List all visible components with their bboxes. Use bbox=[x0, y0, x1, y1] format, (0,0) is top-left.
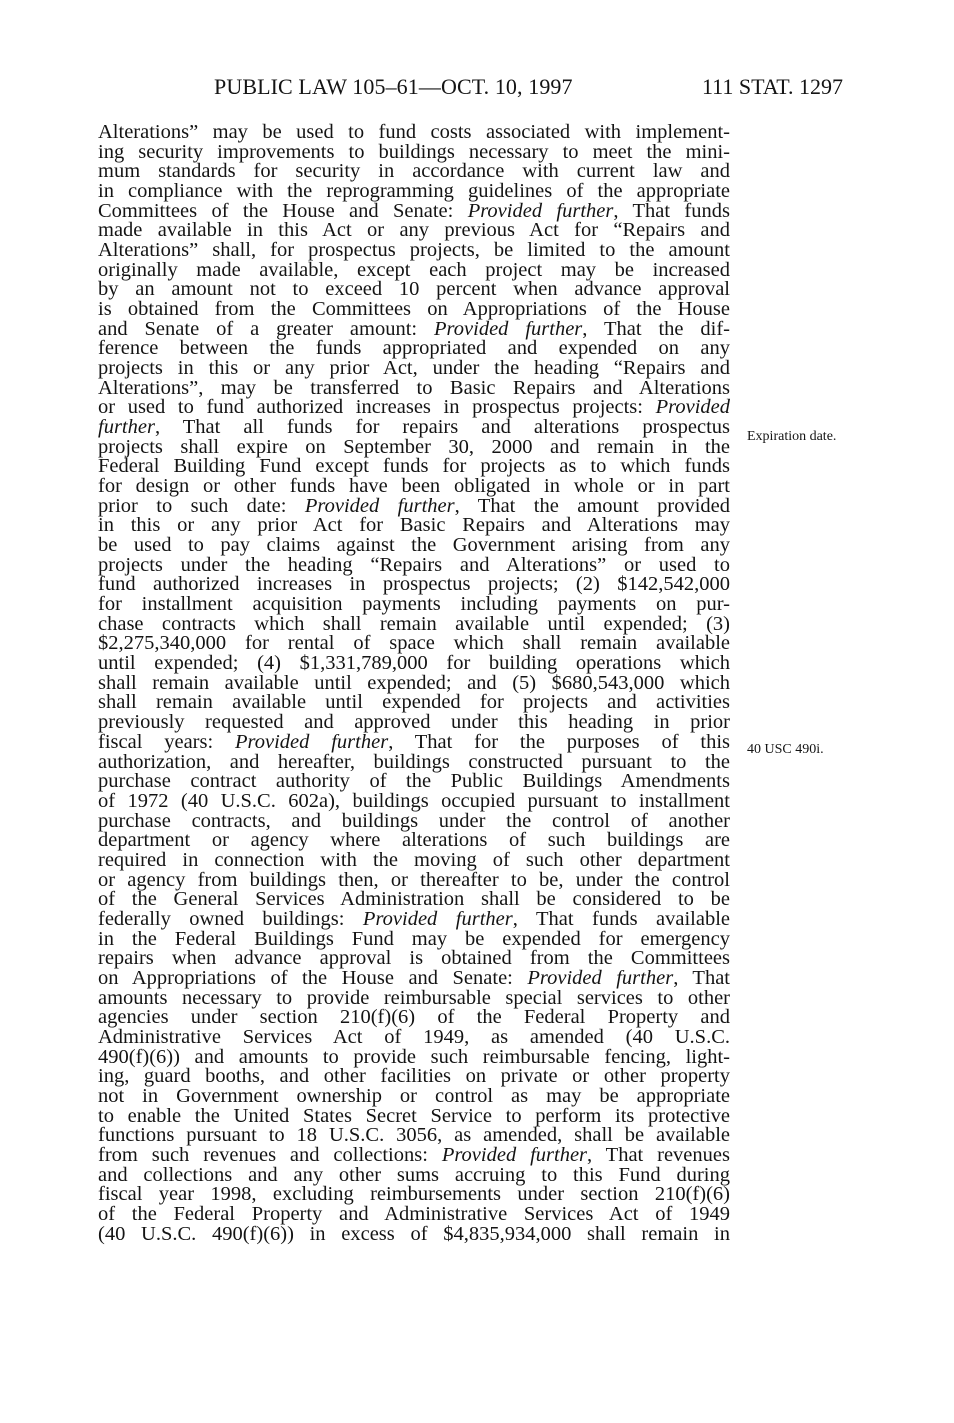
text-run: , That funds bbox=[613, 199, 730, 222]
text-run: purchase contracts, and buildings under the control of another bbox=[98, 809, 730, 832]
running-head-title: PUBLIC LAW 105–61—OCT. 10, 1997 bbox=[214, 74, 573, 99]
statute-page-number: 111 STAT. 1297 bbox=[702, 74, 844, 99]
text-run: of 1972 (40 U.S.C. 602a), buildings occupied pursuant to installment bbox=[98, 789, 730, 812]
text-run: , That revenues bbox=[587, 1143, 730, 1166]
text-run: in the Federal Buildings Fund may be expended for emergency bbox=[98, 927, 730, 950]
text-run: , That for the purposes of this bbox=[388, 730, 731, 753]
text-run: of the Federal Property and Administrative Services Act of 1949 bbox=[98, 1202, 730, 1225]
text-run: prior to such date: bbox=[98, 494, 305, 517]
text-run: made available in this Act or any previous Act for “Repairs and bbox=[98, 219, 730, 242]
text-run: shall remain available until expended for projects and activities bbox=[98, 691, 730, 714]
text-run: , That all funds for repairs and alterations prospectus bbox=[154, 416, 730, 439]
text-run: federally owned buildings: bbox=[98, 907, 363, 930]
text-run: authorization, and hereafter, buildings constructed pursuant to the bbox=[98, 750, 730, 773]
text-run: purchase contract authority of the Public Buildings Amendments bbox=[98, 770, 730, 793]
text-run: Committees of the House and Senate: bbox=[98, 199, 468, 222]
text-run: until expended; (4) $1,331,789,000 for building operations which bbox=[98, 652, 730, 675]
text-run: repairs when advance approval is obtained from the Committees bbox=[98, 947, 730, 970]
text-run: projects shall expire on September 30, 2000 and remain in the bbox=[98, 435, 730, 458]
text-run: originally made available, except each project may be increased bbox=[98, 258, 730, 281]
text-run: is obtained from the Committees on Appropriations of the House bbox=[98, 298, 730, 321]
text-run: and Senate of a greater amount: bbox=[98, 317, 435, 340]
text-run: Alterations” shall, for prospectus projects, be limited to the amount bbox=[98, 239, 730, 262]
text-line bbox=[98, 1222, 730, 1245]
text-run: Federal Building Fund except funds for projects as to which funds bbox=[98, 455, 730, 478]
text-run: $2,275,340,000 for rental of space which shall remain available bbox=[98, 632, 730, 655]
italic-phrase: Provided further bbox=[235, 730, 389, 753]
italic-phrase: Provided further bbox=[304, 494, 455, 517]
text-run: or agency from buildings then, or thereafter to be, under the control bbox=[98, 868, 730, 891]
text-run: and collections and any other sums accruing to this Fund during bbox=[98, 1163, 730, 1186]
text-run: projects under the heading “Repairs and Alterations” or used to bbox=[98, 553, 730, 576]
text-run: from such revenues and collections: bbox=[98, 1143, 442, 1166]
italic-phrase: further bbox=[98, 416, 155, 439]
text-run: by an amount not to exceed 10 percent when advance approval bbox=[98, 278, 730, 301]
text-run: fund authorized increases in prospectus projects; (2) $142,542,000 bbox=[98, 573, 730, 596]
text-run: be used to pay claims against the Government arising from any bbox=[98, 534, 730, 557]
text-run: ing security improvements to buildings necessary to meet the mini- bbox=[98, 140, 730, 163]
italic-phrase: Provided further bbox=[434, 317, 583, 340]
text-run: chase contracts which shall remain available until expended; (3) bbox=[98, 612, 730, 635]
text-run: department or agency where alterations of such buildings are bbox=[98, 829, 730, 852]
text-run: for design or other funds have been obligated in whole or in part bbox=[98, 475, 730, 498]
text-run: shall remain available until expended; and (5) $680,543,000 which bbox=[98, 671, 730, 694]
text-run: in compliance with the reprogramming guidelines of the appropriate bbox=[98, 180, 730, 203]
text-run: functions pursuant to 18 U.S.C. 3056, as amended, shall be available bbox=[98, 1124, 730, 1147]
text-run: , That funds available bbox=[512, 907, 731, 930]
text-run: in this or any prior Act for Basic Repairs and Alterations may bbox=[98, 514, 730, 537]
text-run: amounts necessary to provide reimbursable special services to other bbox=[98, 986, 730, 1009]
text-run: agencies under section 210(f)(6) of the Federal Property and bbox=[98, 1006, 730, 1029]
text-run: to enable the United States Secret Service to perform its protective bbox=[98, 1104, 730, 1127]
text-run: , That the dif- bbox=[582, 317, 731, 340]
text-run: or used to fund authorized increases in prospectus projects: bbox=[98, 396, 656, 419]
text-run: mum standards for security in accordance with current law and bbox=[98, 160, 730, 183]
italic-phrase: Provided further bbox=[527, 966, 674, 989]
text-run: Administrative Services Act of 1949, as amended (40 U.S.C. bbox=[98, 1025, 730, 1048]
text-run: for installment acquisition payments including payments on pur- bbox=[98, 593, 730, 616]
body-text bbox=[98, 123, 730, 1244]
text-run: previously requested and approved under this heading in prior bbox=[98, 711, 730, 734]
italic-phrase: Provided bbox=[655, 396, 730, 419]
text-run: ing, guard booths, and other facilities on private or other property bbox=[98, 1065, 730, 1088]
text-run: , That the amount provided bbox=[454, 494, 731, 517]
margin-note-usc: 40 USC 490i. bbox=[747, 742, 824, 757]
text-run: required in connection with the moving of such other department bbox=[98, 848, 730, 871]
text-run: Alterations” may be used to fund costs associated with implement- bbox=[98, 121, 730, 143]
text-run: , That bbox=[673, 966, 730, 989]
text-run: Alterations”, may be transferred to Basic Repairs and Alterations bbox=[98, 376, 730, 399]
italic-phrase: Provided further bbox=[467, 199, 614, 222]
margin-note-expiration: Expiration date. bbox=[747, 429, 837, 444]
text-run: fiscal years: bbox=[98, 730, 236, 753]
text-run: fiscal year 1998, excluding reimbursements under section 210(f)(6) bbox=[98, 1183, 730, 1206]
italic-phrase: Provided further bbox=[441, 1143, 588, 1166]
text-run: (40 U.S.C. 490(f)(6)) in excess of $4,835,934,000 shall remain in bbox=[98, 1222, 730, 1245]
text-run: 490(f)(6)) and amounts to provide such reimbursable fencing, light- bbox=[98, 1045, 730, 1068]
text-run: not in Government ownership or control as may be appropriate bbox=[98, 1084, 730, 1107]
text-run: projects in this or any prior Act, under the heading “Repairs and bbox=[98, 357, 730, 380]
text-run: of the General Services Administration shall be considered to be bbox=[98, 888, 730, 911]
text-run: ference between the funds appropriated and expended on any bbox=[98, 337, 730, 360]
italic-phrase: Provided further bbox=[362, 907, 513, 930]
text-run: on Appropriations of the House and Senate: bbox=[98, 966, 528, 989]
